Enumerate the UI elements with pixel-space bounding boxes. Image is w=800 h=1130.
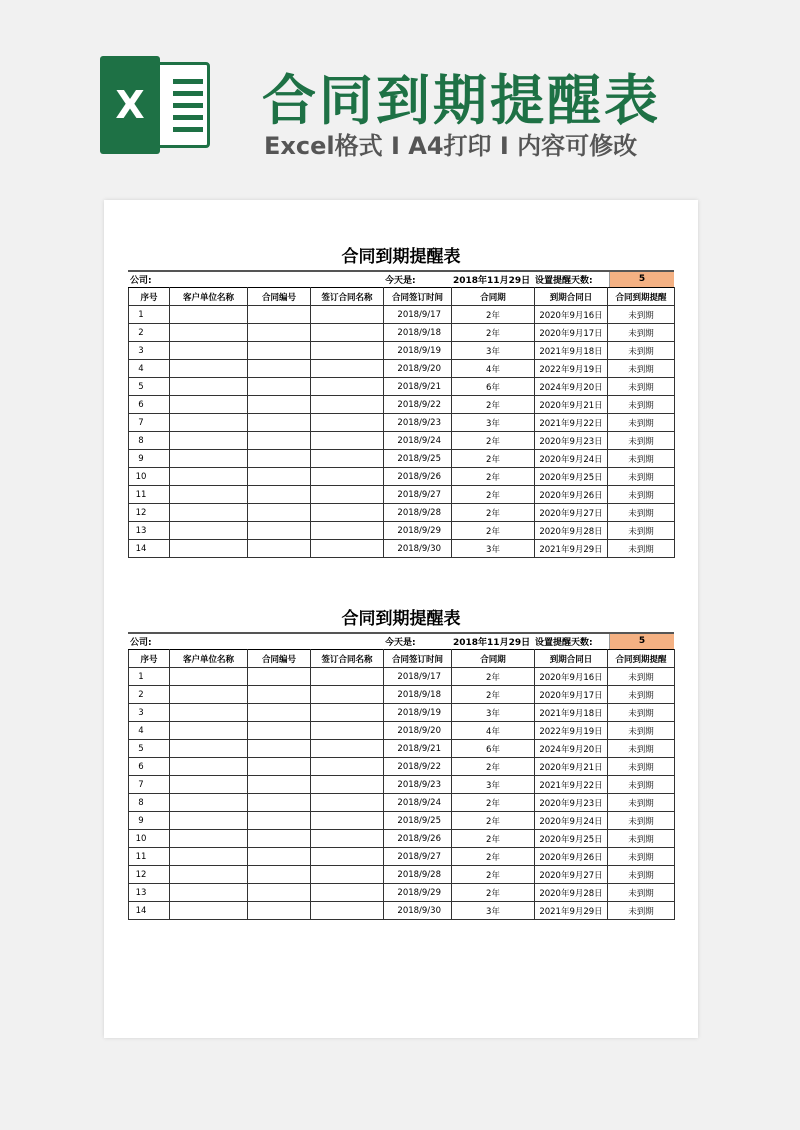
status-cell[interactable]: 未到期 (608, 866, 675, 884)
due-date-cell[interactable]: 2020年9月21日 (535, 396, 608, 414)
term-cell[interactable]: 2年 (452, 794, 535, 812)
client-cell[interactable] (170, 776, 248, 794)
due-date-cell[interactable]: 2021年9月18日 (535, 704, 608, 722)
contract-name-cell[interactable] (311, 324, 384, 342)
column-header: 合同期 (452, 288, 535, 306)
table-row (129, 884, 675, 902)
client-cell[interactable] (170, 884, 248, 902)
sign-date-cell[interactable]: 2018/9/20 (384, 722, 452, 740)
contract-name-cell[interactable] (311, 378, 384, 396)
client-cell[interactable] (170, 866, 248, 884)
table-row (129, 902, 675, 920)
term-cell[interactable]: 2年 (452, 830, 535, 848)
contract-no-cell[interactable] (248, 758, 311, 776)
table-row (129, 450, 675, 468)
header-row (129, 650, 675, 668)
client-cell[interactable] (170, 360, 248, 378)
term-cell[interactable]: 2年 (452, 486, 535, 504)
client-cell[interactable] (170, 432, 248, 450)
due-date-cell[interactable]: 2020年9月25日 (535, 830, 608, 848)
due-date-cell[interactable]: 2020年9月24日 (535, 812, 608, 830)
seq-cell[interactable]: 2 (129, 324, 170, 342)
due-date-cell[interactable]: 2020年9月24日 (535, 450, 608, 468)
table-row (129, 396, 675, 414)
column-header: 合同期 (452, 650, 535, 668)
column-header: 合同到期提醒 (608, 288, 675, 306)
remind-days-label: 设置提醒天数: (535, 638, 593, 648)
term-cell[interactable]: 2年 (452, 432, 535, 450)
term-cell[interactable]: 3年 (452, 704, 535, 722)
client-cell[interactable] (170, 740, 248, 758)
seq-cell[interactable]: 1 (129, 668, 170, 686)
status-cell[interactable]: 未到期 (608, 902, 675, 920)
due-date-cell[interactable]: 2024年9月20日 (535, 378, 608, 396)
status-cell[interactable]: 未到期 (608, 432, 675, 450)
contract-name-cell[interactable] (311, 704, 384, 722)
status-cell[interactable]: 未到期 (608, 522, 675, 540)
status-cell[interactable]: 未到期 (608, 686, 675, 704)
term-cell[interactable]: 2年 (452, 504, 535, 522)
seq-cell[interactable]: 10 (129, 830, 170, 848)
contract-no-cell[interactable] (248, 902, 311, 920)
client-cell[interactable] (170, 324, 248, 342)
contract-no-cell[interactable] (248, 522, 311, 540)
sign-date-cell[interactable]: 2018/9/29 (384, 884, 452, 902)
contract-name-cell[interactable] (311, 414, 384, 432)
table-row (129, 468, 675, 486)
due-date-cell[interactable]: 2020年9月28日 (535, 884, 608, 902)
table-row (129, 432, 675, 450)
seq-cell[interactable]: 5 (129, 378, 170, 396)
contract-name-cell[interactable] (311, 450, 384, 468)
status-cell[interactable]: 未到期 (608, 848, 675, 866)
contract-name-cell[interactable] (311, 884, 384, 902)
term-cell[interactable]: 3年 (452, 342, 535, 360)
sign-date-cell[interactable]: 2018/9/23 (384, 776, 452, 794)
contract-no-cell[interactable] (248, 884, 311, 902)
contract-name-cell[interactable] (311, 396, 384, 414)
contract-no-cell[interactable] (248, 504, 311, 522)
client-cell[interactable] (170, 794, 248, 812)
client-cell[interactable] (170, 758, 248, 776)
contract-name-cell[interactable] (311, 432, 384, 450)
sign-date-cell[interactable]: 2018/9/27 (384, 486, 452, 504)
seq-cell[interactable]: 12 (129, 866, 170, 884)
sign-date-cell[interactable]: 2018/9/22 (384, 758, 452, 776)
due-date-cell[interactable]: 2021年9月18日 (535, 342, 608, 360)
table-row (129, 704, 675, 722)
client-cell[interactable] (170, 504, 248, 522)
client-cell[interactable] (170, 668, 248, 686)
sign-date-cell[interactable]: 2018/9/30 (384, 540, 452, 558)
due-date-cell[interactable]: 2020年9月27日 (535, 866, 608, 884)
contract-name-cell[interactable] (311, 668, 384, 686)
seq-cell[interactable]: 9 (129, 812, 170, 830)
status-cell[interactable]: 未到期 (608, 758, 675, 776)
table-row (129, 540, 675, 558)
client-cell[interactable] (170, 342, 248, 360)
contract-no-cell[interactable] (248, 776, 311, 794)
column-header: 客户单位名称 (170, 288, 248, 306)
term-cell[interactable]: 3年 (452, 902, 535, 920)
column-header: 序号 (129, 650, 170, 668)
contract-name-cell[interactable] (311, 486, 384, 504)
due-date-cell[interactable]: 2021年9月29日 (535, 540, 608, 558)
due-date-cell[interactable]: 2022年9月19日 (535, 722, 608, 740)
seq-cell[interactable]: 7 (129, 414, 170, 432)
seq-cell[interactable]: 8 (129, 432, 170, 450)
contract-sheet (128, 606, 674, 920)
seq-cell[interactable]: 6 (129, 758, 170, 776)
seq-cell[interactable]: 4 (129, 722, 170, 740)
seq-cell[interactable]: 12 (129, 504, 170, 522)
info-row (128, 634, 674, 649)
sign-date-cell[interactable]: 2018/9/29 (384, 522, 452, 540)
due-date-cell[interactable]: 2020年9月27日 (535, 504, 608, 522)
client-cell[interactable] (170, 450, 248, 468)
status-cell[interactable]: 未到期 (608, 504, 675, 522)
seq-cell[interactable]: 14 (129, 902, 170, 920)
column-header: 序号 (129, 288, 170, 306)
status-cell[interactable]: 未到期 (608, 324, 675, 342)
sign-date-cell[interactable]: 2018/9/24 (384, 432, 452, 450)
contract-no-cell[interactable] (248, 360, 311, 378)
contract-no-cell[interactable] (248, 468, 311, 486)
due-date-cell[interactable]: 2024年9月20日 (535, 740, 608, 758)
table-body (129, 306, 675, 558)
table-row (129, 668, 675, 686)
status-cell[interactable]: 未到期 (608, 884, 675, 902)
table-row (129, 522, 675, 540)
status-cell[interactable]: 未到期 (608, 486, 675, 504)
due-date-cell[interactable]: 2021年9月22日 (535, 414, 608, 432)
contract-no-cell[interactable] (248, 668, 311, 686)
contract-name-cell[interactable] (311, 504, 384, 522)
due-date-cell[interactable]: 2020年9月17日 (535, 686, 608, 704)
table-row (129, 722, 675, 740)
contract-no-cell[interactable] (248, 812, 311, 830)
info-row (128, 272, 674, 287)
document-page (104, 200, 698, 1038)
term-cell[interactable]: 2年 (452, 758, 535, 776)
column-header: 合同签订时间 (384, 650, 452, 668)
column-header: 到期合同日 (535, 650, 608, 668)
term-cell[interactable]: 2年 (452, 468, 535, 486)
contract-no-cell[interactable] (248, 848, 311, 866)
sign-date-cell[interactable]: 2018/9/23 (384, 414, 452, 432)
term-cell[interactable]: 2年 (452, 812, 535, 830)
client-cell[interactable] (170, 722, 248, 740)
due-date-cell[interactable]: 2020年9月16日 (535, 668, 608, 686)
term-cell[interactable]: 3年 (452, 540, 535, 558)
due-date-cell[interactable]: 2020年9月23日 (535, 432, 608, 450)
table-row (129, 686, 675, 704)
table-row (129, 378, 675, 396)
contract-name-cell[interactable] (311, 360, 384, 378)
sign-date-cell[interactable]: 2018/9/17 (384, 668, 452, 686)
contract-no-cell[interactable] (248, 324, 311, 342)
sign-date-cell[interactable]: 2018/9/18 (384, 324, 452, 342)
contract-name-cell[interactable] (311, 830, 384, 848)
due-date-cell[interactable]: 2020年9月16日 (535, 306, 608, 324)
sign-date-cell[interactable]: 2018/9/22 (384, 396, 452, 414)
client-cell[interactable] (170, 686, 248, 704)
term-cell[interactable]: 2年 (452, 396, 535, 414)
contract-no-cell[interactable] (248, 686, 311, 704)
sign-date-cell[interactable]: 2018/9/19 (384, 342, 452, 360)
status-cell[interactable]: 未到期 (608, 468, 675, 486)
contract-sheet (128, 244, 674, 558)
seq-cell[interactable]: 9 (129, 450, 170, 468)
status-cell[interactable]: 未到期 (608, 306, 675, 324)
seq-cell[interactable]: 8 (129, 794, 170, 812)
seq-cell[interactable]: 7 (129, 776, 170, 794)
term-cell[interactable]: 2年 (452, 884, 535, 902)
remind-days-label: 设置提醒天数: (535, 276, 593, 286)
contract-no-cell[interactable] (248, 396, 311, 414)
contract-no-cell[interactable] (248, 306, 311, 324)
seq-cell[interactable]: 3 (129, 704, 170, 722)
seq-cell[interactable]: 14 (129, 540, 170, 558)
company-label: 公司: (130, 276, 152, 286)
contract-no-cell[interactable] (248, 722, 311, 740)
table-row (129, 776, 675, 794)
term-cell[interactable]: 2年 (452, 848, 535, 866)
status-cell[interactable]: 未到期 (608, 378, 675, 396)
sign-date-cell[interactable]: 2018/9/21 (384, 740, 452, 758)
sign-date-cell[interactable]: 2018/9/24 (384, 794, 452, 812)
contract-name-cell[interactable] (311, 540, 384, 558)
term-cell[interactable]: 6年 (452, 740, 535, 758)
banner-subtitle: Excel格式 I A4打印 I 内容可修改 (264, 132, 638, 160)
table-row (129, 866, 675, 884)
contract-name-cell[interactable] (311, 848, 384, 866)
status-cell[interactable]: 未到期 (608, 794, 675, 812)
sign-date-cell[interactable]: 2018/9/25 (384, 450, 452, 468)
contract-no-cell[interactable] (248, 866, 311, 884)
remind-days-value[interactable]: 5 (609, 634, 674, 649)
due-date-cell[interactable]: 2022年9月19日 (535, 360, 608, 378)
contract-name-cell[interactable] (311, 758, 384, 776)
excel-badge: X (100, 56, 160, 154)
contract-no-cell[interactable] (248, 794, 311, 812)
column-header: 客户单位名称 (170, 650, 248, 668)
contract-name-cell[interactable] (311, 866, 384, 884)
contract-no-cell[interactable] (248, 450, 311, 468)
column-header: 合同到期提醒 (608, 650, 675, 668)
column-header: 合同编号 (248, 650, 311, 668)
contract-no-cell[interactable] (248, 378, 311, 396)
sign-date-cell[interactable]: 2018/9/28 (384, 504, 452, 522)
seq-cell[interactable]: 11 (129, 486, 170, 504)
sign-date-cell[interactable]: 2018/9/26 (384, 830, 452, 848)
column-header: 合同签订时间 (384, 288, 452, 306)
contract-table (128, 649, 675, 920)
client-cell[interactable] (170, 812, 248, 830)
contract-no-cell[interactable] (248, 740, 311, 758)
status-cell[interactable]: 未到期 (608, 740, 675, 758)
status-cell[interactable]: 未到期 (608, 812, 675, 830)
excel-logo-icon (100, 56, 212, 156)
client-cell[interactable] (170, 378, 248, 396)
sign-date-cell[interactable]: 2018/9/28 (384, 866, 452, 884)
seq-cell[interactable]: 4 (129, 360, 170, 378)
sign-date-cell[interactable]: 2018/9/26 (384, 468, 452, 486)
sign-date-cell[interactable]: 2018/9/27 (384, 848, 452, 866)
contract-no-cell[interactable] (248, 540, 311, 558)
due-date-cell[interactable]: 2020年9月23日 (535, 794, 608, 812)
client-cell[interactable] (170, 540, 248, 558)
table-row (129, 830, 675, 848)
sign-date-cell[interactable]: 2018/9/19 (384, 704, 452, 722)
company-label: 公司: (130, 638, 152, 648)
table-row (129, 794, 675, 812)
seq-cell[interactable]: 6 (129, 396, 170, 414)
status-cell[interactable]: 未到期 (608, 668, 675, 686)
seq-cell[interactable]: 3 (129, 342, 170, 360)
client-cell[interactable] (170, 486, 248, 504)
column-header: 合同编号 (248, 288, 311, 306)
table-row (129, 504, 675, 522)
term-cell[interactable]: 4年 (452, 722, 535, 740)
contract-name-cell[interactable] (311, 740, 384, 758)
due-date-cell[interactable]: 2020年9月26日 (535, 486, 608, 504)
due-date-cell[interactable]: 2021年9月29日 (535, 902, 608, 920)
contract-name-cell[interactable] (311, 468, 384, 486)
contract-name-cell[interactable] (311, 794, 384, 812)
sign-date-cell[interactable]: 2018/9/18 (384, 686, 452, 704)
client-cell[interactable] (170, 902, 248, 920)
today-value[interactable]: 2018年11月29日 (453, 276, 531, 286)
term-cell[interactable]: 4年 (452, 360, 535, 378)
term-cell[interactable]: 2年 (452, 522, 535, 540)
status-cell[interactable]: 未到期 (608, 776, 675, 794)
seq-cell[interactable]: 13 (129, 884, 170, 902)
seq-cell[interactable]: 2 (129, 686, 170, 704)
sign-date-cell[interactable]: 2018/9/30 (384, 902, 452, 920)
status-cell[interactable]: 未到期 (608, 450, 675, 468)
table-row (129, 342, 675, 360)
status-cell[interactable]: 未到期 (608, 540, 675, 558)
term-cell[interactable]: 6年 (452, 378, 535, 396)
client-cell[interactable] (170, 522, 248, 540)
table-row (129, 812, 675, 830)
term-cell[interactable]: 3年 (452, 414, 535, 432)
term-cell[interactable]: 2年 (452, 306, 535, 324)
status-cell[interactable]: 未到期 (608, 830, 675, 848)
term-cell[interactable]: 2年 (452, 324, 535, 342)
status-cell[interactable]: 未到期 (608, 704, 675, 722)
contract-name-cell[interactable] (311, 812, 384, 830)
client-cell[interactable] (170, 848, 248, 866)
client-cell[interactable] (170, 306, 248, 324)
table-row (129, 360, 675, 378)
table-row (129, 848, 675, 866)
table-row (129, 758, 675, 776)
contract-no-cell[interactable] (248, 432, 311, 450)
contract-name-cell[interactable] (311, 306, 384, 324)
client-cell[interactable] (170, 414, 248, 432)
contract-no-cell[interactable] (248, 830, 311, 848)
sign-date-cell[interactable]: 2018/9/25 (384, 812, 452, 830)
due-date-cell[interactable]: 2021年9月22日 (535, 776, 608, 794)
table-row (129, 486, 675, 504)
sheet-title: 合同到期提醒表 (128, 244, 674, 272)
banner-title: 合同到期提醒表 (262, 69, 661, 132)
column-header: 签订合同名称 (311, 650, 384, 668)
contract-no-cell[interactable] (248, 704, 311, 722)
contract-no-cell[interactable] (248, 342, 311, 360)
seq-cell[interactable]: 1 (129, 306, 170, 324)
client-cell[interactable] (170, 396, 248, 414)
sheet-title: 合同到期提醒表 (128, 606, 674, 634)
sign-date-cell[interactable]: 2018/9/17 (384, 306, 452, 324)
table-row (129, 306, 675, 324)
today-label: 今天是: (385, 276, 416, 286)
term-cell[interactable]: 2年 (452, 668, 535, 686)
contract-name-cell[interactable] (311, 902, 384, 920)
term-cell[interactable]: 2年 (452, 450, 535, 468)
contract-name-cell[interactable] (311, 342, 384, 360)
status-cell[interactable]: 未到期 (608, 396, 675, 414)
status-cell[interactable]: 未到期 (608, 722, 675, 740)
banner (0, 0, 800, 190)
seq-cell[interactable]: 11 (129, 848, 170, 866)
contract-name-cell[interactable] (311, 686, 384, 704)
contract-table (128, 287, 675, 558)
client-cell[interactable] (170, 704, 248, 722)
contract-no-cell[interactable] (248, 414, 311, 432)
contract-name-cell[interactable] (311, 522, 384, 540)
term-cell[interactable]: 3年 (452, 776, 535, 794)
table-body (129, 668, 675, 920)
seq-cell[interactable]: 13 (129, 522, 170, 540)
header-row (129, 288, 675, 306)
client-cell[interactable] (170, 830, 248, 848)
sign-date-cell[interactable]: 2018/9/21 (384, 378, 452, 396)
term-cell[interactable]: 2年 (452, 866, 535, 884)
table-row (129, 740, 675, 758)
table-row (129, 324, 675, 342)
due-date-cell[interactable]: 2020年9月25日 (535, 468, 608, 486)
status-cell[interactable]: 未到期 (608, 360, 675, 378)
contract-name-cell[interactable] (311, 776, 384, 794)
today-label: 今天是: (385, 638, 416, 648)
seq-cell[interactable]: 5 (129, 740, 170, 758)
client-cell[interactable] (170, 468, 248, 486)
due-date-cell[interactable]: 2020年9月26日 (535, 848, 608, 866)
seq-cell[interactable]: 10 (129, 468, 170, 486)
due-date-cell[interactable]: 2020年9月17日 (535, 324, 608, 342)
term-cell[interactable]: 2年 (452, 686, 535, 704)
column-header: 签订合同名称 (311, 288, 384, 306)
remind-days-value[interactable]: 5 (609, 272, 674, 287)
contract-no-cell[interactable] (248, 486, 311, 504)
due-date-cell[interactable]: 2020年9月21日 (535, 758, 608, 776)
column-header: 到期合同日 (535, 288, 608, 306)
status-cell[interactable]: 未到期 (608, 414, 675, 432)
status-cell[interactable]: 未到期 (608, 342, 675, 360)
today-value[interactable]: 2018年11月29日 (453, 638, 531, 648)
due-date-cell[interactable]: 2020年9月28日 (535, 522, 608, 540)
contract-name-cell[interactable] (311, 722, 384, 740)
table-row (129, 414, 675, 432)
sign-date-cell[interactable]: 2018/9/20 (384, 360, 452, 378)
